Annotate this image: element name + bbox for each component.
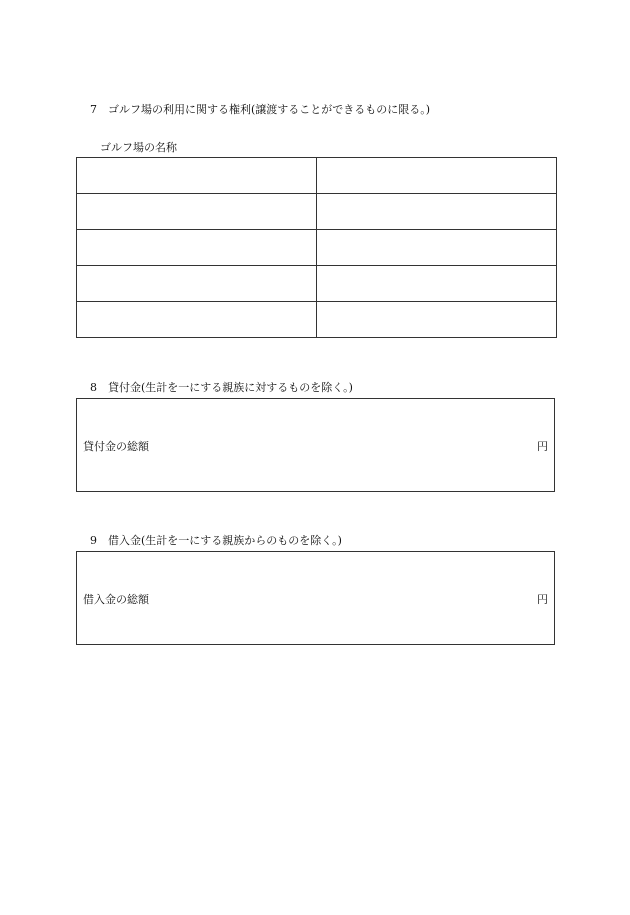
golf-table-cell[interactable]: [317, 194, 557, 230]
table-row: [77, 158, 557, 194]
yen-unit: 円: [537, 440, 548, 453]
loans-receivable-total-label: 貸付金の総額: [83, 440, 149, 453]
yen-unit: 円: [537, 593, 548, 606]
borrowings-box: [76, 551, 555, 645]
section-8-heading: [90, 381, 353, 395]
section-7-title: ゴルフ場の利用に関する権利(譲渡することができるものに限る。): [108, 103, 431, 116]
section-8-number: 8: [90, 381, 97, 394]
table-row: [77, 302, 557, 338]
golf-table-cell[interactable]: [77, 230, 317, 266]
section-9-title: 借入金(生計を一にする親族からのものを除く。): [108, 534, 342, 547]
table-row: [77, 266, 557, 302]
section-9-number: 9: [90, 534, 97, 547]
golf-course-name-caption: ゴルフ場の名称: [100, 141, 177, 154]
borrowings-total-label: 借入金の総額: [83, 593, 149, 606]
golf-table-cell[interactable]: [317, 158, 557, 194]
loans-receivable-box: [76, 398, 555, 492]
golf-course-table: [76, 157, 557, 338]
golf-table-cell[interactable]: [317, 230, 557, 266]
golf-table-cell[interactable]: [317, 266, 557, 302]
golf-table-cell[interactable]: [77, 266, 317, 302]
section-7-heading: [90, 103, 430, 117]
section-8-title: 貸付金(生計を一にする親族に対するものを除く。): [108, 381, 353, 394]
section-7-number: 7: [90, 103, 97, 116]
golf-table-cell[interactable]: [77, 302, 317, 338]
table-row: [77, 230, 557, 266]
section-9-heading: [90, 534, 342, 548]
golf-table-cell[interactable]: [77, 158, 317, 194]
golf-table-cell[interactable]: [317, 302, 557, 338]
table-row: [77, 194, 557, 230]
golf-table-cell[interactable]: [77, 194, 317, 230]
